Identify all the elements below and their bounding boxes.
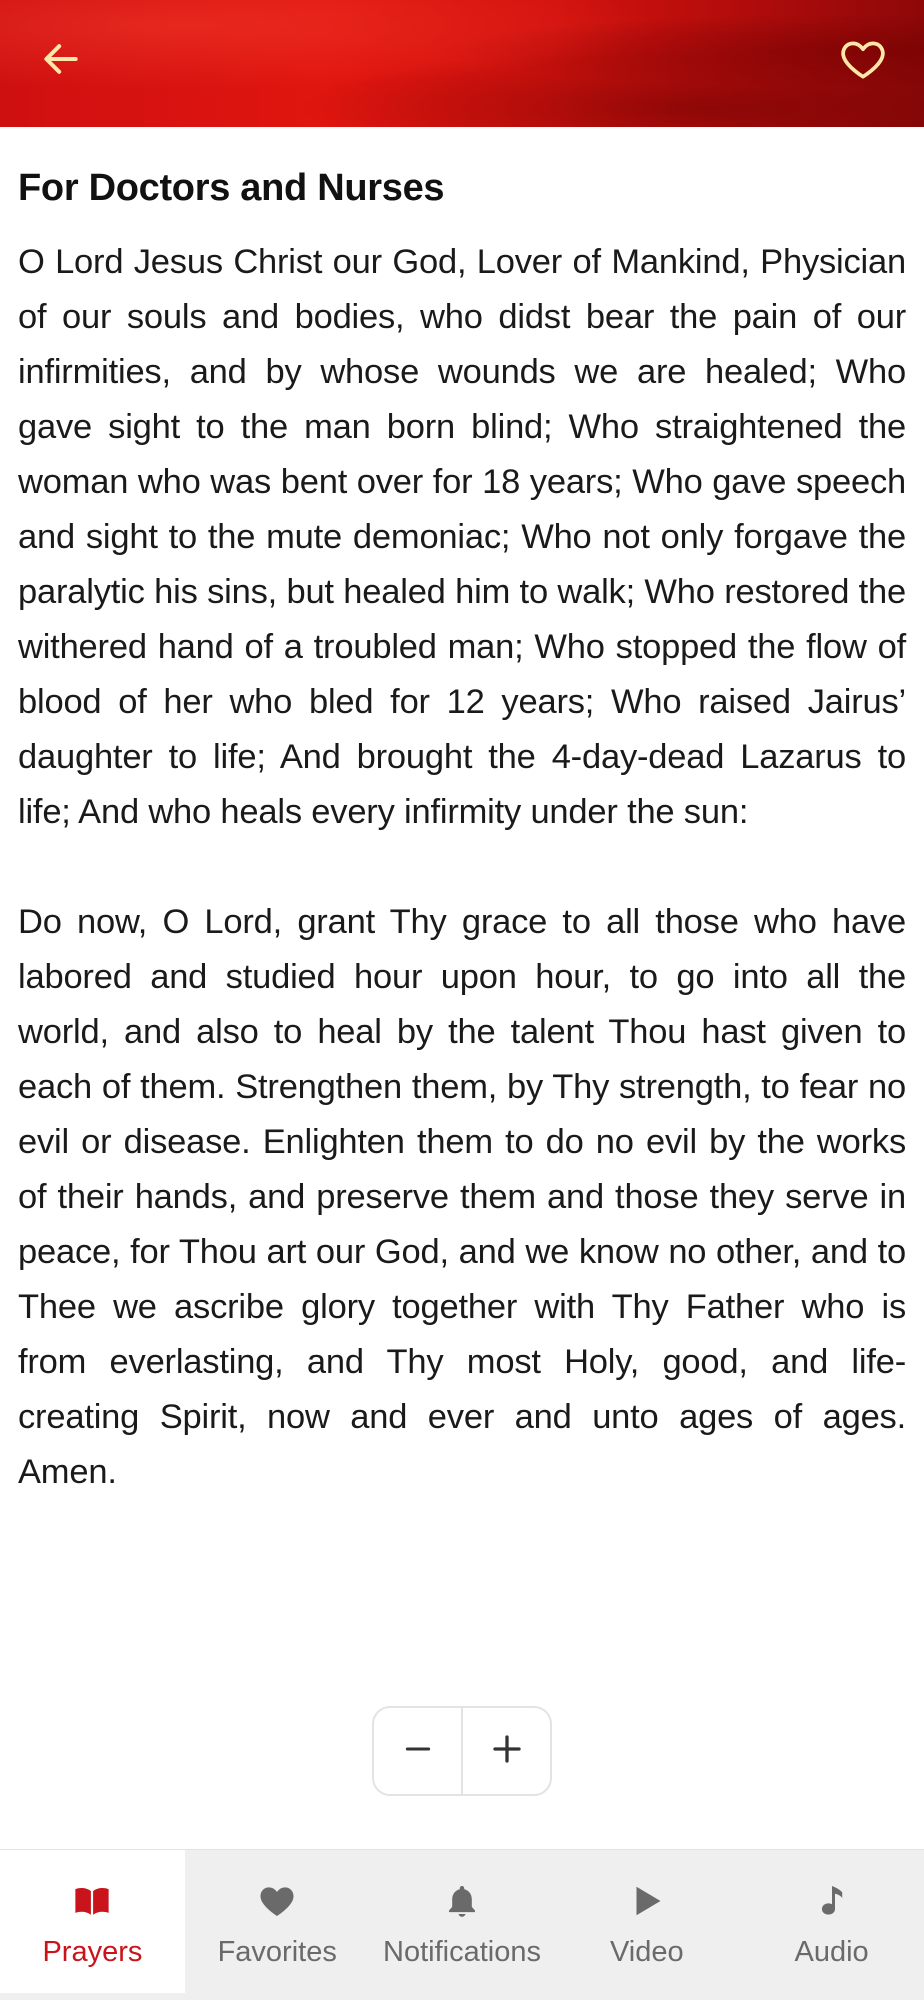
music-note-icon xyxy=(814,1876,850,1926)
nav-item-prayers[interactable] xyxy=(0,1850,185,1993)
nav-item-audio[interactable] xyxy=(739,1850,924,1993)
heart-icon xyxy=(257,1876,297,1926)
nav-label-favorites: Favorites xyxy=(217,1936,337,1968)
nav-label-video: Video xyxy=(609,1936,684,1968)
minus-icon xyxy=(402,1733,434,1770)
nav-item-notifications[interactable] xyxy=(370,1850,555,1993)
top-app-bar xyxy=(0,0,924,127)
prayer-title: For Doctors and Nurses xyxy=(18,167,445,209)
decrease-font-button[interactable] xyxy=(374,1708,461,1794)
nav-item-favorites[interactable] xyxy=(185,1850,370,1993)
heart-outline-icon xyxy=(838,34,888,89)
prayer-text: O Lord Jesus Christ our God, Lover of Mankind, Physician of our souls and bodies, who didst bear the pain of our infirmities, and by whose wounds we are healed; Who gave sight to the man born blind; Who straightened the woman who was bent over for 18 years; Who gave speech and sight to the mute demoniac; Who not only forgave the paralytic his sins, but healed him to walk; Who restored the withered hand of a troubled man; Who stopped the flow of blood of her who bled for 12 years; Who raised Jairus’ daughter to life; And brought the 4-day-dead Lazarus to life; And who heals every infirmity under the sun: Do now, O Lord, grant Thy grace to all those who have labored and studied hour upon hour, to go into all the world, and also to heal by the talent Thou hast given to each of them. Strengthen them, by Thy strength, to fear no evil or disease. Enlighten them to do no evil by the works of their hands, and preserve them and those they serve in peace, for Thou art our God, and we know no other, and to Thee we ascribe glory together with Thy Father who is from everlasting, and Thy most Holy, good, and life-creating Spirit, now and ever and unto ages of ages. Amen. xyxy=(18,243,906,1491)
nav-label-prayers: Prayers xyxy=(42,1936,143,1968)
bottom-navigation xyxy=(0,1849,924,2000)
nav-label-notifications: Notifications xyxy=(383,1936,541,1968)
arrow-left-icon xyxy=(39,37,83,86)
increase-font-button[interactable] xyxy=(463,1708,550,1794)
nav-item-video[interactable] xyxy=(554,1850,739,1993)
favorite-button[interactable] xyxy=(830,28,896,94)
prayer-content xyxy=(18,127,906,1500)
nav-label-audio: Audio xyxy=(794,1936,869,1968)
play-icon xyxy=(629,1876,665,1926)
book-icon xyxy=(73,1876,111,1926)
back-button[interactable] xyxy=(28,28,94,94)
bell-icon xyxy=(443,1876,481,1926)
plus-icon xyxy=(489,1731,525,1772)
font-size-stepper xyxy=(372,1706,552,1796)
